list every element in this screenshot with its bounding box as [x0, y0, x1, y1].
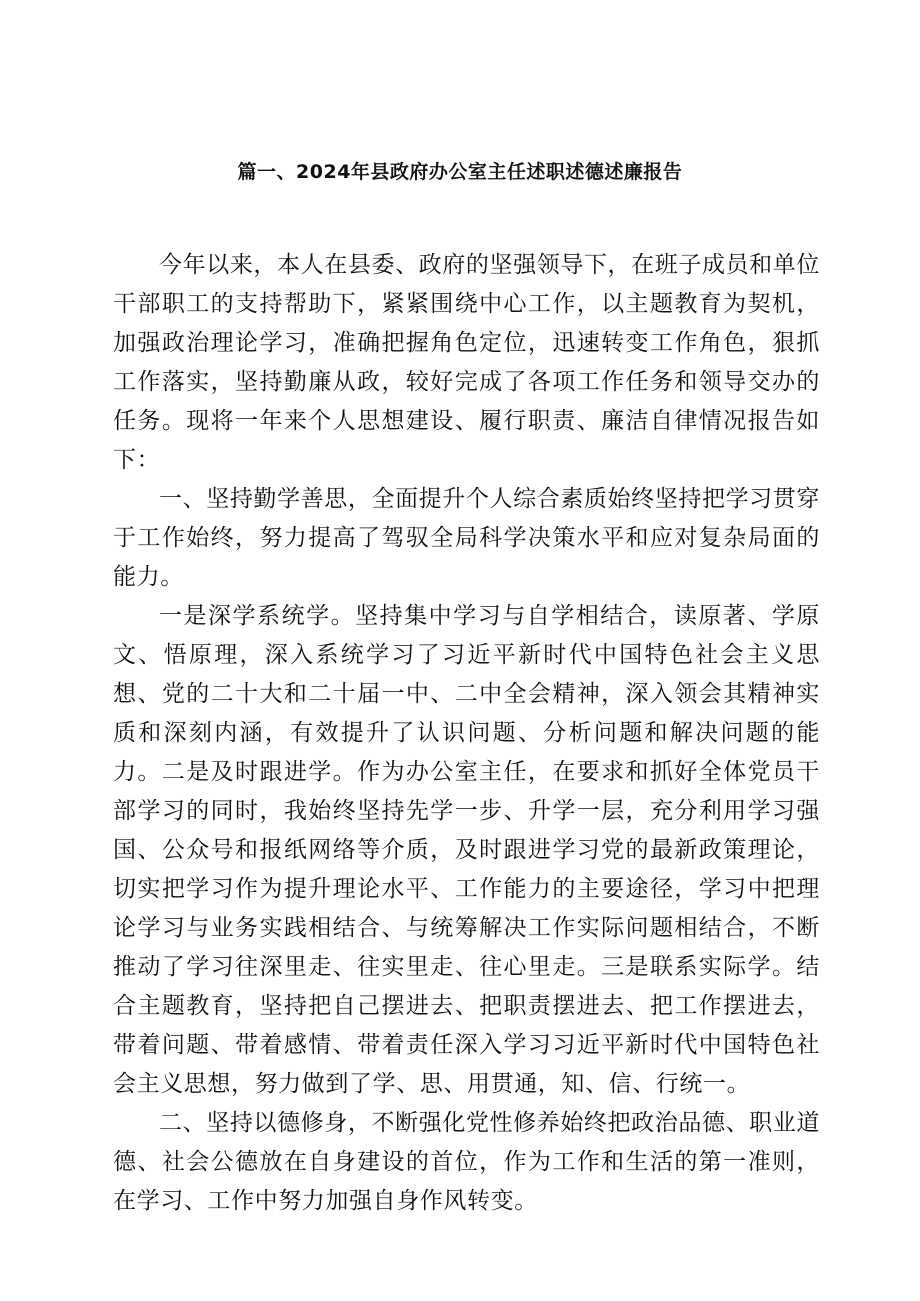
- paragraph-section-one: 一、坚持勤学善思，全面提升个人综合素质始终坚持把学习贯穿于工作始终，努力提高了驾驭全局科学决策水平和应对复杂局面的能力。: [113, 486, 820, 590]
- paragraph-intro: 今年以来，本人在县委、政府的坚强领导下，在班子成员和单位干部职工的支持帮助下，紧紧围绕中心工作，以主题教育为契机，加强政治理论学习，准确把握角色定位，迅速转变工作角色，狠抓工作落实，坚持勤廉从政，较好完成了各项工作任务和领导交办的任务。现将一年来个人思想建设、履行职责、廉洁自律情况报告如下：: [113, 252, 820, 473]
- document-body: [113, 246, 820, 1221]
- paragraph-study-details: 一是深学系统学。坚持集中学习与自学相结合，读原著、学原文、悟原理，深入系统学习了习近平新时代中国特色社会主义思想、党的二十大和二十届一中、二中全会精神，深入领会其精神实质和深刻内涵，有效提升了认识问题、分析问题和解决问题的能力。二是及时跟进学。作为办公室主任，在要求和抓好全体党员干部学习的同时，我始终坚持先学一步、升学一层，充分利用学习强国、公众号和报纸网络等介质，及时跟进学习党的最新政策理论，切实把学习作为提升理论水平、工作能力的主要途径，学习中把理论学习与业务实践相结合、与统筹解决工作实际问题相结合，不断推动了学习往深里走、往实里走、往心里走。三是联系实际学。结合主题教育，坚持把自己摆进去、把职责摆进去、把工作摆进去，带着问题、带着感情、带着责任深入学习习近平新时代中国特色社会主义思想，努力做到了学、思、用贯通，知、信、行统一。: [113, 603, 820, 1097]
- paragraph-section-two: 二、坚持以德修身，不断强化党性修养始终把政治品德、职业道德、社会公德放在自身建设的首位，作为工作和生活的第一准则，在学习、工作中努力加强自身作风转变。: [113, 1110, 820, 1214]
- document-title: 篇一、2024年县政府办公室主任述职述德述廉报告: [237, 161, 683, 183]
